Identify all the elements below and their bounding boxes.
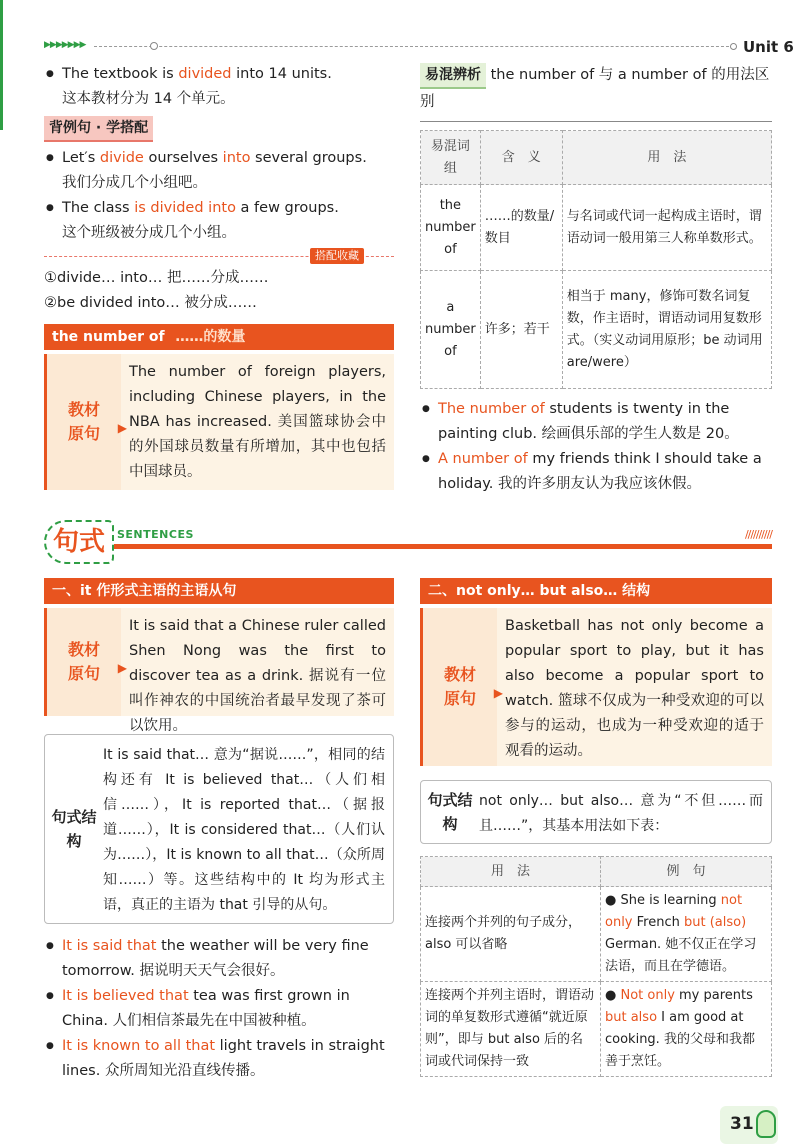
section-english: SENTENCES — [117, 528, 194, 541]
arrow-right-icon: ▶ — [117, 421, 127, 435]
page-number: 31 — [730, 1114, 754, 1134]
left-column-top — [44, 62, 394, 490]
table-row — [421, 887, 772, 982]
example-sentence: ● A number of my friends think I should take a holiday. 我的许多朋友认为我应该休假。 — [420, 447, 772, 497]
table-cell: ● Not only my parents but also I am good at cooking. 我的父母和我都善于烹饪。 — [601, 982, 772, 1077]
table-header-row — [421, 131, 772, 185]
table-cell: ● She is learning not only French but (also) German. 她不仅正在学习法语，而且在学德语。 — [601, 887, 772, 982]
table-row — [421, 982, 772, 1077]
section-line — [110, 544, 772, 549]
collocation-divider — [44, 248, 394, 264]
textbook-sentence: Basketball has not only become a popular sport to play, but it has also become a popular sport to watch. 篮球不仅成为一种受欢迎的可以参与的运动，也成为一种受欢迎的适于观看的运动。 — [505, 618, 764, 759]
table-row — [421, 271, 772, 389]
structure-box — [420, 780, 772, 844]
collocation-item: ②be divided into… 被分成…… — [44, 295, 257, 311]
section-banner — [44, 520, 772, 570]
table-row — [421, 185, 772, 271]
textbook-sentence-box — [44, 608, 394, 734]
header-arrows-icon: ▶▶▶▶▶▶▶ — [44, 40, 86, 50]
table-header-row — [421, 857, 772, 887]
collocation-tag: 搭配收藏 — [310, 248, 364, 264]
usage-table — [420, 856, 772, 1077]
right-column-bottom — [420, 578, 772, 1077]
green-edge-bar — [0, 0, 3, 130]
pattern-heading: 一、it 作形式主语的主语从句 — [44, 578, 394, 604]
textbook-sentence: The number of foreign players, including Chinese players, in the NBA has increased. 美国篮球协会中的外国球员数量有所增加，其中也包括中国球员。 — [129, 364, 386, 480]
textbook-sentence-box — [44, 354, 394, 490]
table-header: 含 义 — [480, 131, 562, 185]
table-cell: ……的数量/数目 — [480, 185, 562, 271]
table-cell: 连接两个并列主语时，谓语动词的单复数形式遵循“就近原则”，即与 but also 后的名词或代词保持一致 — [421, 982, 601, 1077]
example-sentence: ● The class is divided into a few groups. — [44, 196, 394, 221]
textbook-sentence: It is said that a Chinese ruler called Shen Nong was the first to discover tea as a drink. 据说有一位叫作神农的中国统治者最早发现了茶可以饮用。 — [129, 618, 386, 734]
table-header: 用 法 — [562, 131, 771, 185]
pattern-heading: 二、not only… but also… 结构 — [420, 578, 772, 604]
table-cell: 与名词或代词一起构成主语时，谓语动词一般用第三人称单数形式。 — [562, 185, 771, 271]
textbook-label: 教材 原句 ▶ — [47, 354, 121, 490]
usage-table — [420, 130, 772, 389]
table-header: 用 法 — [421, 857, 601, 887]
header-dot-icon — [150, 42, 158, 50]
collocation-item: ①divide… into… 把……分成…… — [44, 270, 269, 286]
arrow-right-icon: ▶ — [117, 661, 127, 675]
section-slashes: ////////// — [744, 528, 772, 541]
right-column-top — [420, 62, 772, 497]
example-sentence: ● The number of students is twenty in the painting club. 绘画俱乐部的学生人数是 20。 — [420, 397, 772, 447]
structure-label: 句式结构 — [51, 808, 97, 850]
example-sentence: ● It is believed that tea was first grown in China. 人们相信茶最先在中国被种植。 — [44, 984, 394, 1034]
table-cell: 许多；若干 — [480, 271, 562, 389]
table-cell: a number of — [421, 271, 481, 389]
example-translation: 这个班级被分成几个小组。 — [62, 225, 236, 241]
example-sentence: ● It is said that the weather will be very fine tomorrow. 据说明天天气会很好。 — [44, 934, 394, 984]
textbook-label: 教材 原句 ▶ — [47, 608, 121, 716]
table-cell: 连接两个并列的句子成分，also 可以省略 — [421, 887, 601, 982]
table-cell: the number of — [421, 185, 481, 271]
example-sentence: ● Let′s divide ourselves into several groups. — [44, 146, 394, 171]
example-sentence: ● The textbook is divided into 14 units. — [44, 62, 394, 87]
table-header: 易混词组 — [421, 131, 481, 185]
phrase-heading: the number of ……的数量 — [44, 324, 394, 350]
page-number-box — [720, 1106, 778, 1144]
header-dashed-line — [94, 46, 734, 47]
structure-text: not only… but also… 意为“不但……而且……”，其基本用法如下表： — [479, 793, 763, 834]
structure-box — [44, 734, 394, 924]
structure-text: It is said that… 意为“据说……”，相同的结构还有 It is believed that…（人们相信……），It is reported that…（据报道……），It is considered that…（人们认为……），It is known to all that…（众所周知……）等。这些结构中的 It 均为形式主语，真正的主语为 that 引导的从句。 — [103, 747, 385, 913]
left-column-bottom — [44, 578, 394, 1084]
textbook-sentence-box — [420, 608, 772, 766]
lightbulb-icon — [756, 1110, 776, 1138]
arrow-right-icon: ▶ — [493, 686, 503, 700]
example-translation: 这本教材分为 14 个单元。 — [62, 91, 235, 107]
example-sentence: ● It is known to all that light travels in straight lines. 众所周知光沿直线传播。 — [44, 1034, 394, 1084]
structure-label: 句式结构 — [427, 791, 473, 833]
header-dot-icon — [730, 43, 737, 50]
table-cell: 相当于 many，修饰可数名词复数，作主语时，谓语动词用复数形式。（实义动词用原形；be 动词用 are/were） — [562, 271, 771, 389]
textbook-label: 教材 原句 ▶ — [423, 608, 497, 766]
confusion-heading: 易混辨析 the number of 与 a number of 的用法区别 — [420, 62, 772, 115]
example-translation: 我们分成几个小组吧。 — [62, 175, 207, 191]
section-title: 句式 — [44, 520, 114, 564]
unit-label: Unit 6 — [743, 38, 794, 56]
table-header: 例 句 — [601, 857, 772, 887]
memorize-heading: 背例句 · 学搭配 — [44, 116, 394, 142]
